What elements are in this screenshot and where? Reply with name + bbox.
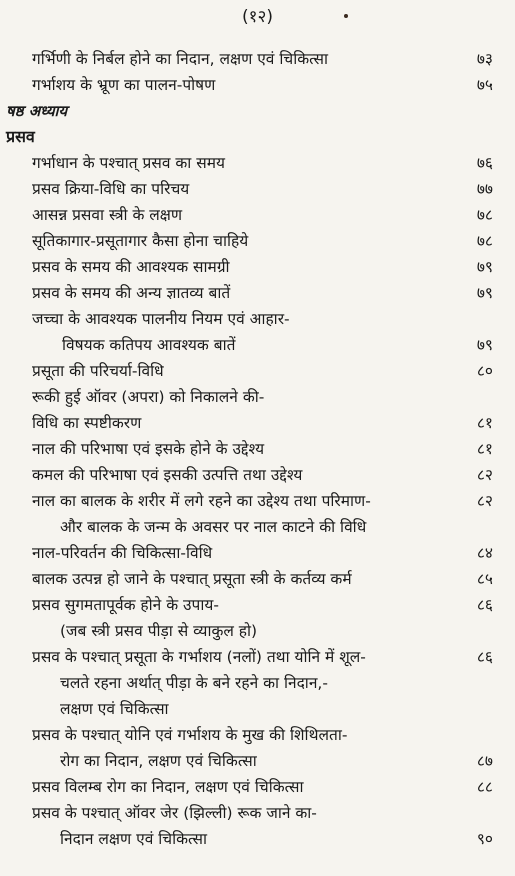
ink-speck <box>344 14 348 18</box>
toc-page-number: ८१ <box>476 414 493 432</box>
toc-entry <box>0 800 515 826</box>
toc-page-number: ७७ <box>476 180 493 198</box>
toc-entry-text: रोग का निदान, लक्षण एवं चिकित्सा <box>60 752 257 770</box>
toc-page-number: ९० <box>476 830 493 848</box>
toc-entry-text: (जब स्त्री प्रसव पीड़ा से व्याकुल हो) <box>60 622 258 640</box>
toc-page-number: ८० <box>476 362 493 380</box>
toc-entry <box>0 592 515 618</box>
toc-entry-text: चलते रहना अर्थात् पीड़ा के बने रहने का निदान,- <box>60 674 328 692</box>
toc-entry-text: आसन्न प्रसवा स्त्री के लक्षण <box>32 206 183 224</box>
toc-entry-text: प्रसव के पश्चात् योनि एवं गर्भाशय के मुख की शिथिलता- <box>32 726 348 744</box>
toc-entry <box>0 722 515 748</box>
toc-entry <box>0 462 515 488</box>
toc-entry-text: निदान लक्षण एवं चिकित्सा <box>60 830 207 848</box>
toc-entry <box>0 514 515 540</box>
toc-entry-text: षष्ठ अध्याय <box>6 102 68 120</box>
toc-entry-text: जच्चा के आवश्यक पालनीय नियम एवं आहार- <box>32 310 290 328</box>
toc-entry <box>0 826 515 852</box>
toc-entry <box>0 618 515 644</box>
toc-entry <box>0 358 515 384</box>
toc-page-number: ७९ <box>476 284 493 302</box>
toc-page-number: ७८ <box>476 206 493 224</box>
toc-entry <box>0 696 515 722</box>
toc-page-number: ७५ <box>476 76 493 94</box>
table-of-contents <box>0 46 515 852</box>
toc-page-number: ७६ <box>476 154 493 172</box>
toc-page-number: ८१ <box>476 440 493 458</box>
toc-page-number: ८२ <box>476 466 493 484</box>
toc-entry <box>0 150 515 176</box>
toc-entry-text: गर्भाधान के पश्चात् प्रसव का समय <box>32 154 225 172</box>
toc-entry-text: नाल का बालक के शरीर में लगे रहने का उद्देश्य तथा परिमाण- <box>32 492 371 510</box>
toc-entry <box>0 384 515 410</box>
toc-entry-text: प्रसव <box>6 127 35 146</box>
toc-entry <box>0 202 515 228</box>
toc-entry <box>0 228 515 254</box>
toc-page-number: ८५ <box>476 570 493 588</box>
toc-page-number: ७९ <box>476 336 493 354</box>
toc-entry-text: नाल की परिभाषा एवं इसके होने के उद्देश्य <box>32 440 265 458</box>
toc-entry-text: प्रसव विलम्ब रोग का निदान, लक्षण एवं चिकित्सा <box>32 778 304 796</box>
toc-entry-text: रूकी हुई ऑवर (अपरा) को निकालने की- <box>32 388 265 406</box>
toc-entry <box>0 566 515 592</box>
toc-entry <box>0 644 515 670</box>
chapter-heading <box>0 124 515 150</box>
toc-entry <box>0 176 515 202</box>
toc-entry <box>0 436 515 462</box>
toc-page-number: ७९ <box>476 258 493 276</box>
toc-entry-text: गर्भाशय के भ्रूण का पालन-पोषण <box>32 76 216 94</box>
toc-entry-text: प्रसव के समय की अन्य ज्ञातव्य बातें <box>32 284 231 302</box>
toc-page-number: ७८ <box>476 232 493 250</box>
toc-entry <box>0 774 515 800</box>
toc-entry-text: प्रसव के पश्चात् प्रसूता के गर्भाशय (नलों) तथा योनि में शूल- <box>32 648 366 666</box>
toc-entry-text: गर्भिणी के निर्बल होने का निदान, लक्षण एवं चिकित्सा <box>32 50 329 68</box>
toc-page-number: ८६ <box>476 596 493 614</box>
toc-entry <box>0 410 515 436</box>
toc-entry-text: प्रसव सुगमतापूर्वक होने के उपाय- <box>32 596 219 614</box>
toc-entry-text: कमल की परिभाषा एवं इसकी उत्पत्ति तथा उद्देश्य <box>32 466 303 484</box>
toc-entry <box>0 540 515 566</box>
toc-entry <box>0 488 515 514</box>
toc-entry-text: विषयक कतिपय आवश्यक बातें <box>62 336 236 354</box>
toc-entry <box>0 46 515 72</box>
toc-page-number: ८४ <box>476 544 493 562</box>
toc-entry-text: और बालक के जन्म के अवसर पर नाल काटने की विधि <box>60 518 367 536</box>
toc-entry-text: प्रसव के समय की आवश्यक सामग्री <box>32 258 230 276</box>
toc-entry <box>0 254 515 280</box>
toc-entry-text: बालक उत्पन्न हो जाने के पश्चात् प्रसूता स्त्री के कर्तव्य कर्म <box>32 570 352 588</box>
toc-entry <box>0 332 515 358</box>
toc-entry <box>0 748 515 774</box>
toc-page-number: ८८ <box>476 778 493 796</box>
toc-entry-text: लक्षण एवं चिकित्सा <box>60 700 169 718</box>
toc-entry <box>0 670 515 696</box>
page-number: (१२) <box>242 7 273 27</box>
toc-entry <box>0 72 515 98</box>
toc-entry-text: प्रसूता की परिचर्या-विधि <box>32 362 164 380</box>
toc-page-number: ८२ <box>476 492 493 510</box>
chapter-heading <box>0 98 515 124</box>
toc-entry-text: प्रसव क्रिया-विधि का परिचय <box>32 180 190 198</box>
toc-entry <box>0 306 515 332</box>
toc-entry-text: सूतिकागार-प्रसूतागार कैसा होना चाहिये <box>32 232 249 250</box>
toc-entry-text: प्रसव के पश्चात् ऑवर जेर (झिल्ली) रूक जाने का- <box>32 804 317 822</box>
toc-entry-text: विधि का स्पष्टीकरण <box>32 414 142 432</box>
toc-entry-text: नाल-परिवर्तन की चिकित्सा-विधि <box>32 544 213 562</box>
toc-page-number: ७३ <box>476 50 493 68</box>
toc-page-number: ८६ <box>476 648 493 666</box>
toc-entry <box>0 280 515 306</box>
toc-page-number: ८७ <box>476 752 493 770</box>
